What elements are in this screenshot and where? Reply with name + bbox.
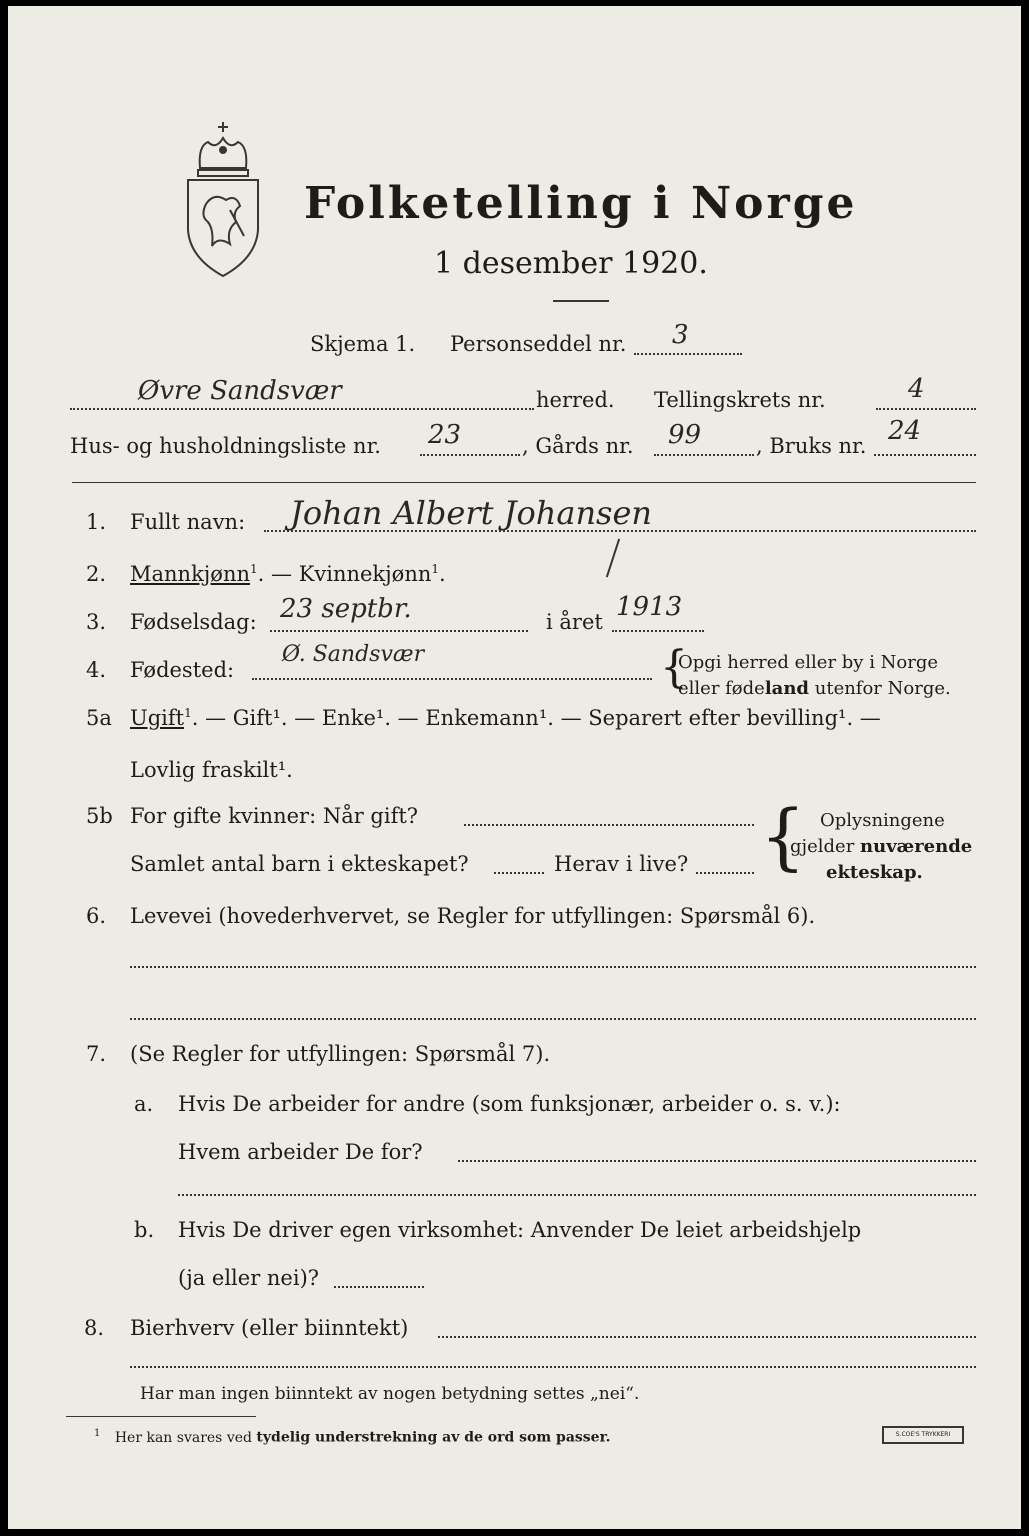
q6-field-line2	[130, 1018, 976, 1020]
tellingskrets-field-line	[876, 408, 976, 410]
q5b-note2a: gjelder	[790, 836, 861, 857]
q4-note2c: utenfor Norge.	[809, 678, 951, 699]
q1-full-name-value[interactable]: Johan Albert Johansen	[290, 494, 653, 532]
q5a-number: 5a	[86, 706, 112, 730]
biinntekt-note: Har man ingen biinntekt av nogen betydning settes „nei“.	[140, 1384, 640, 1404]
q3-year-value[interactable]: 1913	[616, 592, 683, 622]
q5b-number: 5b	[86, 804, 113, 828]
q7a-question: Hvem arbeider De for?	[178, 1140, 423, 1164]
q7b-text: Hvis De driver egen virksomhet: Anvender De leiet arbeidshjelp	[178, 1218, 862, 1242]
q7b-question: (ja eller nei)?	[178, 1266, 320, 1290]
bruks-field-line	[874, 454, 976, 456]
census-form	[8, 6, 1021, 1529]
q4-note2a: eller føde	[678, 678, 765, 699]
q5b-brace: {	[760, 794, 806, 878]
q7b-number: b.	[134, 1218, 155, 1242]
q2-number: 2.	[86, 562, 107, 586]
footnote-number: 1	[94, 1428, 101, 1439]
q2-end: .	[439, 562, 446, 586]
skjema-label: Skjema 1.	[310, 332, 416, 356]
q2-sex-options	[130, 562, 446, 586]
q8-number: 8.	[84, 1316, 105, 1340]
gards-field-line	[654, 454, 754, 456]
q5b-line1: For gifte kvinner: Når gift?	[130, 804, 419, 828]
q5b-field-line3	[696, 872, 754, 874]
q3-number: 3.	[86, 610, 107, 634]
q1-label: Fullt navn:	[130, 510, 246, 534]
q7a-field-line1	[458, 1160, 976, 1162]
q7a-field-line2	[178, 1194, 976, 1196]
q4-note2b: land	[764, 678, 810, 699]
q5a-footnote-mark: 1	[184, 706, 192, 720]
gards-value[interactable]: 99	[668, 420, 702, 450]
q5a-rest-options[interactable]: . — Gift¹. — Enke¹. — Enkemann¹. — Separert efter bevilling¹. —	[191, 706, 881, 730]
personseddel-value[interactable]: 3	[672, 320, 689, 350]
printer-stamp-text: S.COE'S TRYKKERI	[895, 1431, 951, 1438]
q3-field-line	[270, 630, 528, 632]
coat-of-arms-emblem	[178, 118, 268, 280]
q5b-note2b: nuværende	[860, 836, 973, 857]
gards-label: , Gårds nr.	[522, 434, 634, 458]
q5a-ugift-option[interactable]: Ugift	[130, 706, 185, 730]
footnote	[94, 1428, 611, 1446]
q3-year-field-line	[612, 630, 704, 632]
printer-stamp	[882, 1426, 964, 1444]
q8-field-line2	[130, 1366, 976, 1368]
husholdningsliste-value[interactable]: 23	[428, 420, 462, 450]
q6-label: Levevei (hovederhvervet, se Regler for utfyllingen: Spørsmål 6).	[130, 904, 816, 928]
q6-field-line1	[130, 966, 976, 968]
q4-birthplace-value[interactable]: Ø. Sandsvær	[282, 642, 425, 667]
q5b-line2a: Samlet antal barn i ekteskapet?	[130, 852, 469, 876]
personseddel-field-line	[634, 353, 742, 355]
q7a-text: Hvis De arbeider for andre (som funksjonær, arbeider o. s. v.):	[178, 1092, 841, 1116]
q4-brace: {	[660, 642, 688, 693]
q4-field-line	[252, 678, 652, 680]
q5b-line2b: Herav i live?	[554, 852, 689, 876]
q4-note-line1: Opgi herred eller by i Norge	[678, 652, 939, 673]
bruks-label: , Bruks nr.	[756, 434, 867, 458]
q4-note-line2	[678, 678, 951, 699]
q7-label: (Se Regler for utfyllingen: Spørsmål 7).	[130, 1042, 551, 1066]
q3-birthday-value[interactable]: 23 septbr.	[280, 594, 412, 624]
q1-number: 1.	[86, 510, 107, 534]
q3-year-label: i året	[546, 610, 603, 634]
q6-number: 6.	[86, 904, 107, 928]
q7-number: 7.	[86, 1042, 107, 1066]
herred-field-line	[70, 408, 534, 410]
q2-male-option[interactable]: Mannkjønn	[130, 562, 251, 586]
q5b-field-line2	[494, 872, 544, 874]
form-title: Folketelling i Norge	[304, 178, 858, 229]
q7a-number: a.	[134, 1092, 154, 1116]
q5a-options	[130, 706, 881, 730]
husholdningsliste-label: Hus- og husholdningsliste nr.	[70, 434, 381, 458]
q5b-note1: Oplysningene	[820, 810, 945, 831]
footnote-text-a: Her kan svares ved	[114, 1429, 257, 1446]
q5b-note2	[790, 836, 972, 857]
q2-footnote-mark: 1	[250, 562, 258, 576]
husholdningsliste-field-line	[420, 454, 520, 456]
q2-separator: . —	[257, 562, 299, 586]
herred-label: herred.	[536, 388, 615, 412]
q5b-note3: ekteskap.	[826, 862, 923, 883]
q5a-line2[interactable]: Lovlig fraskilt¹.	[130, 758, 293, 782]
bruks-value[interactable]: 24	[888, 416, 922, 446]
tellingskrets-value[interactable]: 4	[908, 374, 925, 404]
q3-label: Fødselsdag:	[130, 610, 257, 634]
tellingskrets-label: Tellingskrets nr.	[654, 388, 826, 412]
q2-female-option[interactable]: Kvinnekjønn	[298, 562, 432, 586]
footnote-text-b: tydelig understrekning av de ord som passer.	[256, 1429, 611, 1446]
q8-field-line1	[438, 1336, 976, 1338]
q2-pen-stroke	[606, 539, 620, 578]
title-divider	[553, 300, 609, 302]
q4-number: 4.	[86, 658, 107, 682]
q2-footnote-mark-2: 1	[431, 562, 440, 576]
q4-label: Fødested:	[130, 658, 235, 682]
personseddel-label: Personseddel nr.	[450, 332, 627, 356]
q8-label: Bierhverv (eller biinntekt)	[130, 1316, 409, 1340]
form-date: 1 desember 1920.	[434, 246, 708, 281]
footnote-divider	[66, 1416, 256, 1417]
section-divider	[72, 482, 976, 483]
q7b-field-line	[334, 1286, 424, 1288]
herred-value[interactable]: Øvre Sandsvær	[138, 376, 342, 406]
q5b-field-line1	[464, 824, 754, 826]
